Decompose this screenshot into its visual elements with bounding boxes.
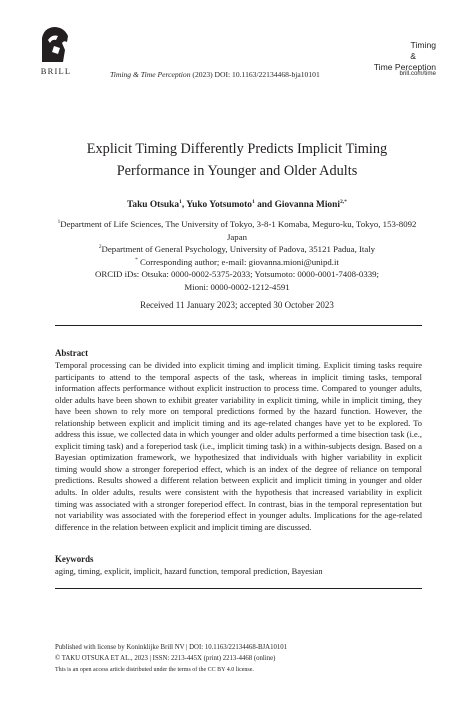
corresponding-author-text: Corresponding author; e-mail: giovanna.mioni@unipd.it	[139, 256, 339, 267]
brill-logo-icon	[38, 24, 72, 64]
affiliation-marker: 2	[98, 244, 102, 251]
divider	[55, 325, 422, 326]
footer-open-access-line: This is an open access article distributed under the terms of the CC BY 4.0 license.	[55, 667, 254, 673]
article-title-line: Performance in Younger and Older Adults	[116, 163, 358, 179]
author-name: Taku Otsuka	[127, 200, 180, 210]
abstract-text: Temporal processing can be divided into explicit timing and implicit timing. Explicit timing tasks require participants to attend to the temporal aspects of the task, whereas in implicit timing tasks, temporal information affects performance without explicit instruction to process time. Compared to younger adults, older adults have been shown to exhibit greater variability in explicit timing, while in implicit timing, they have been shown to rely more on temporal predictions formed by the hazard function. However, the relationship between explicit and implicit timing and its age-related changes have yet to be explored. To address this issue, we collected data in which younger and older adults performed a time bisection task (i.e., explicit timing task) and a foreperiod task (i.e., implicit timing task) in a within-subjects design. Based on a Bayesian optimization framework, we hypothesized that individuals with higher variability in explicit timing would show a stronger foreperiod effect, which is an index of the degree of reliance on temporal predictions. Results showed a different relation between explicit and implicit timing in younger and older adults. In older adults, results were consistent with the hypothesis that increased variability in explicit timing was associated with a stronger foreperiod effect. In contrast, bias in the temporal representation but not variability was associated with the foreperiod effect in younger adults. Implications for the age-related difference in the relation between explicit and implicit timing are discussed.	[55, 360, 422, 532]
orcid-line: Mioni: 0000-0002-1212-4591	[184, 281, 290, 292]
affiliation-text: Department of General Psychology, University of Padova, 35121 Padua, Italy	[101, 244, 376, 255]
affiliation-text: Department of Life Sciences, The University of Tokyo, 3-8-1 Komaba, Meguro-ku, Tokyo, 153-8092 Japan	[60, 219, 417, 242]
corresponding-author	[56, 256, 418, 269]
keywords-heading: Keywords	[55, 554, 94, 564]
article-title-line: Explicit Timing Differently Predicts Implicit Timing	[86, 141, 388, 157]
journal-name-line: &	[410, 51, 416, 61]
orcid-line: ORCID iDs: Otsuka: 0000-0002-5375-2033; Yotsumoto: 0000-0001-7408-0339;	[95, 269, 379, 280]
author-separator: and	[254, 200, 275, 210]
author-separator: ,	[181, 200, 187, 210]
journal-citation-doi: (2023) DOI: 10.1163/22134468-bja10101	[190, 70, 320, 79]
journal-citation-title: Timing & Time Perception	[110, 70, 191, 79]
affiliation-2	[56, 243, 418, 256]
footer-copyright-line: © TAKU OTSUKA ET AL., 2023 | ISSN: 2213-445X (print) 2213-4468 (online)	[55, 655, 276, 662]
abstract-heading: Abstract	[55, 348, 89, 358]
author-name: Giovanna Mioni	[274, 200, 340, 210]
article-title	[40, 138, 434, 182]
author-affiliation-marker: 1	[251, 198, 255, 205]
divider	[55, 588, 422, 589]
author-list	[40, 200, 434, 210]
affiliations	[56, 218, 418, 294]
author-name: Yuko Yotsumoto	[186, 200, 252, 210]
journal-url-link[interactable]: brill.com/time	[399, 70, 436, 77]
footer-license-line: Published with license by Koninklijke Brill NV | DOI: 10.1163/22134468-BJA10101	[55, 644, 288, 651]
author-affiliation-marker: 1	[179, 198, 182, 205]
corresponding-marker: *	[135, 256, 138, 263]
author-affiliation-marker: 2,*	[339, 198, 347, 205]
journal-name	[356, 40, 436, 73]
affiliation-marker: 1	[57, 219, 61, 226]
affiliation-1	[56, 218, 418, 243]
keywords-text: aging, timing, explicit, implicit, hazard function, temporal prediction, Bayesian	[55, 566, 323, 576]
journal-citation	[110, 70, 320, 79]
received-dates: Received 11 January 2023; accepted 30 October 2023	[140, 300, 334, 310]
journal-name-line: Time Perception	[373, 62, 436, 72]
journal-name-line: Timing	[410, 40, 436, 50]
publisher-name: BRILL	[40, 66, 72, 76]
